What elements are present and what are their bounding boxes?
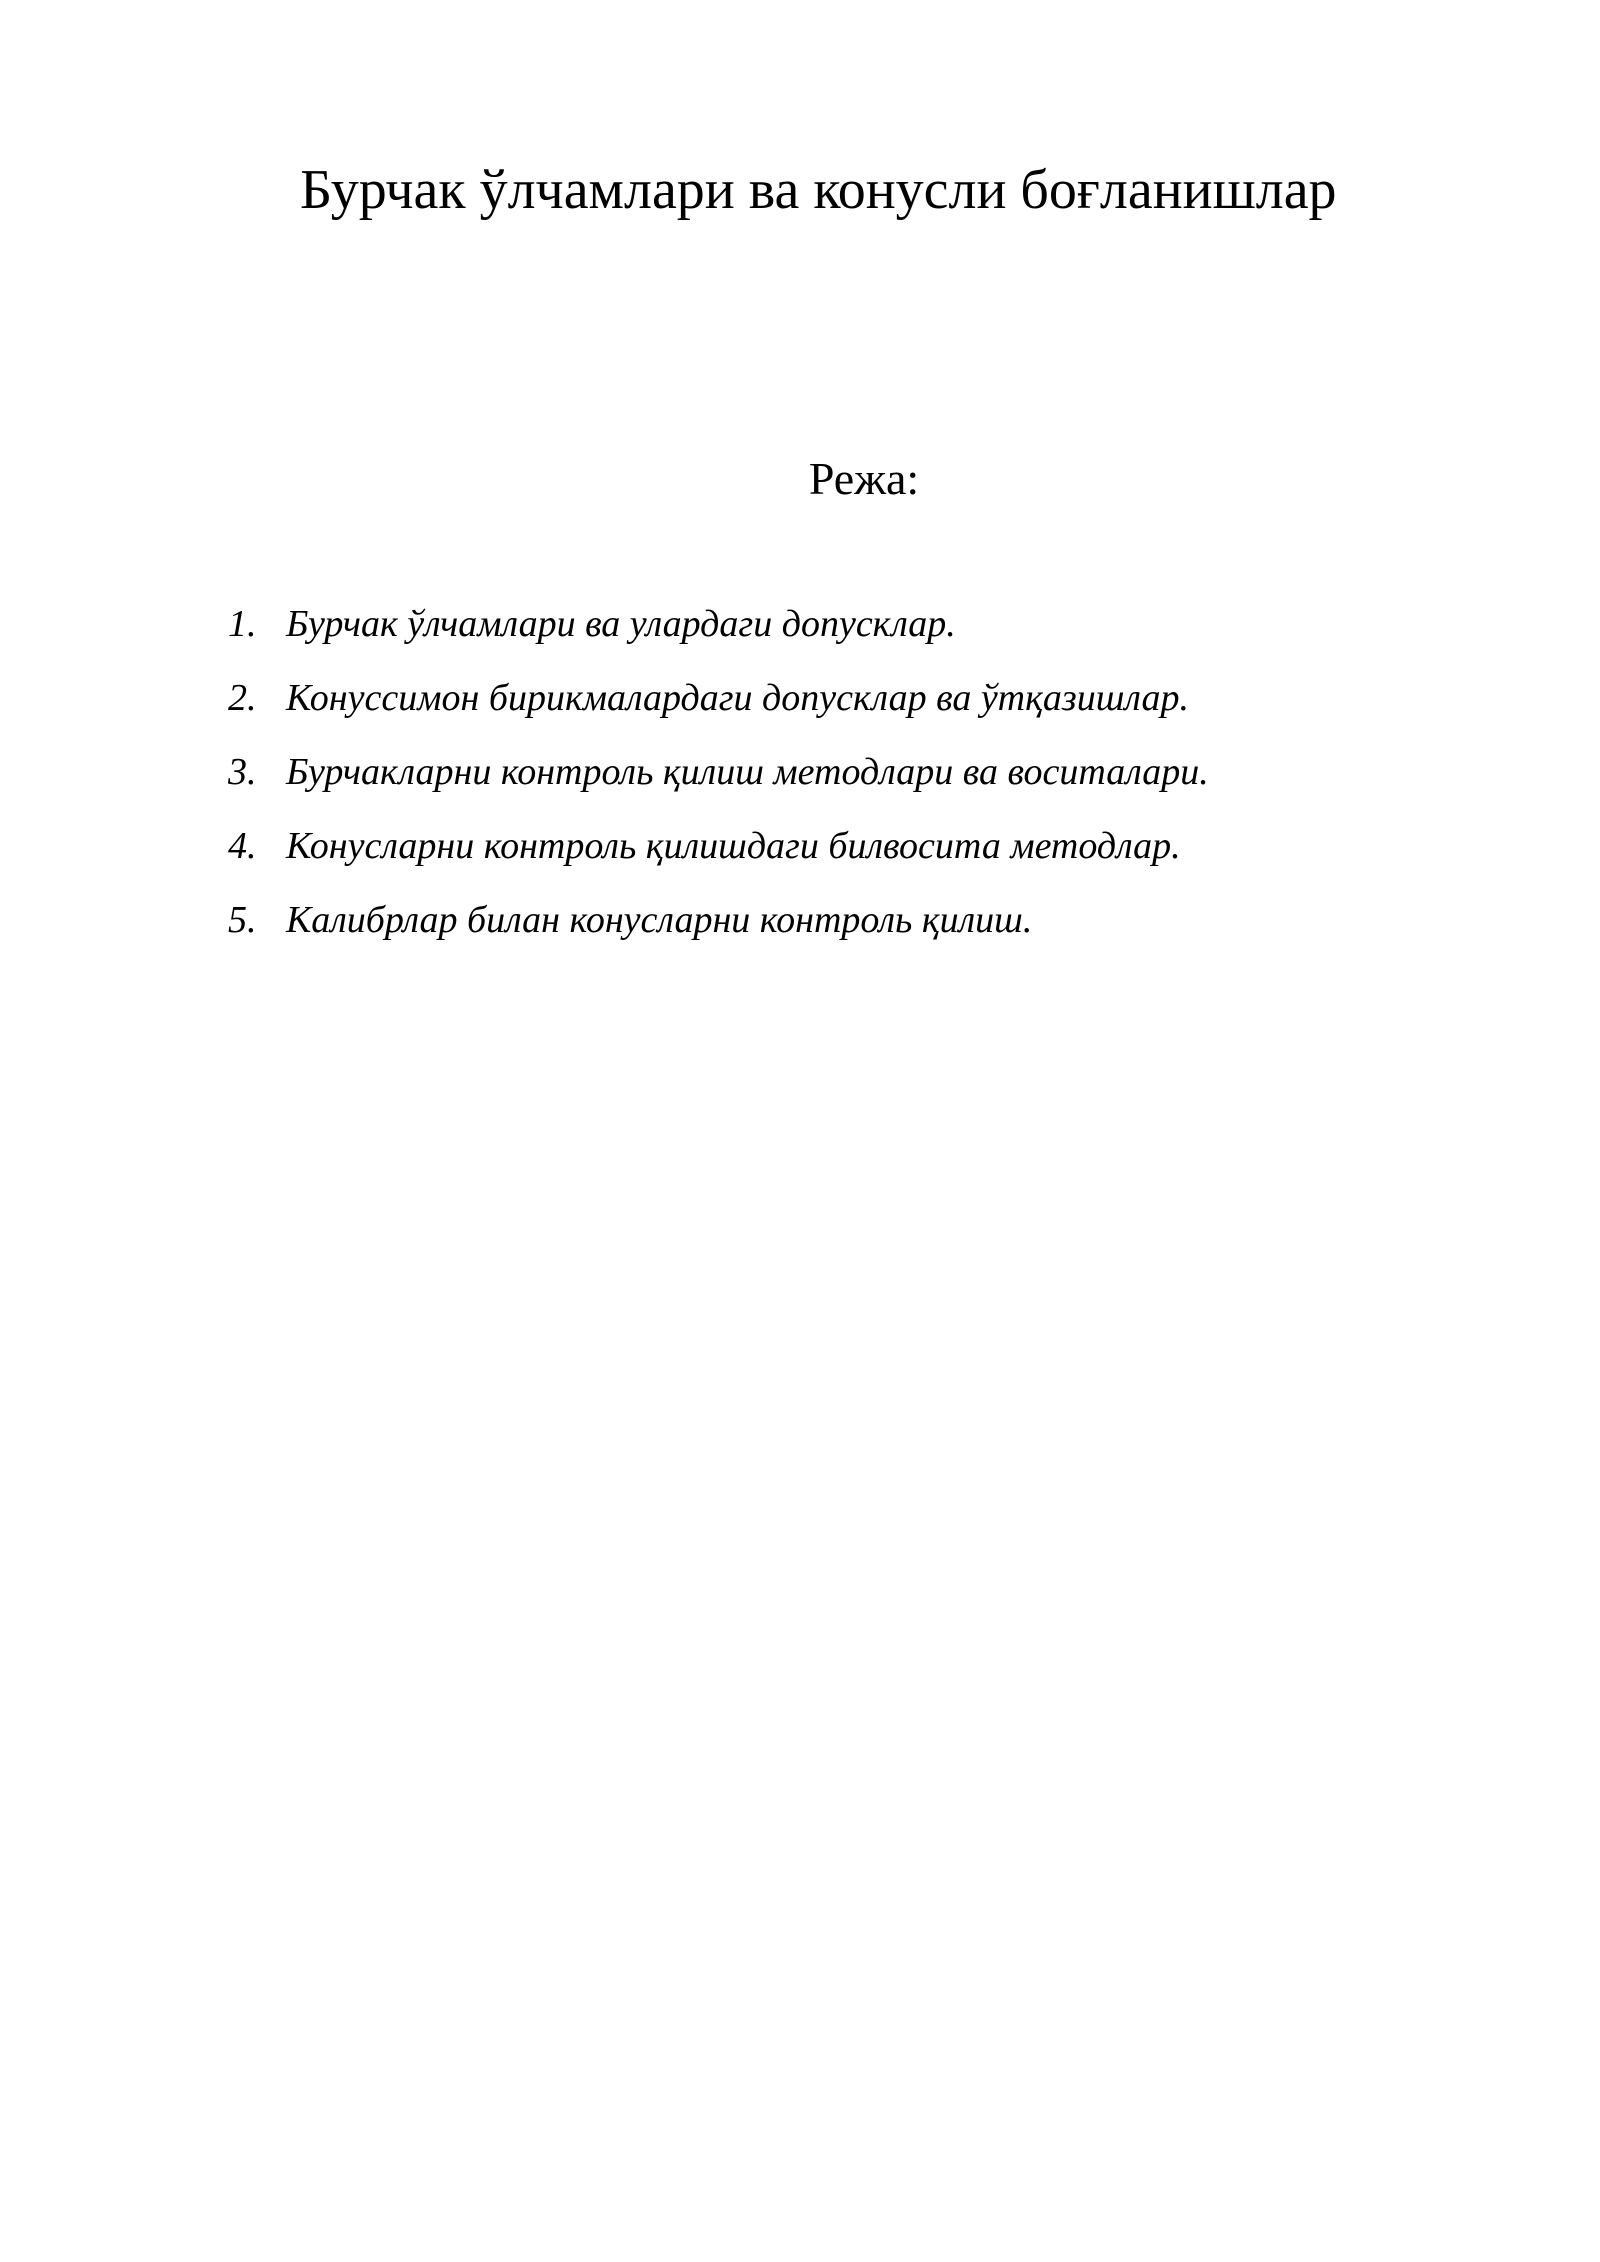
plan-item-number: 3. xyxy=(228,751,257,793)
plan-item-number: 2. xyxy=(228,677,257,719)
plan-item xyxy=(228,587,1428,661)
plan-item-number: 5. xyxy=(228,899,257,941)
plan-item xyxy=(228,809,1428,883)
plan-list xyxy=(228,587,1428,957)
plan-item xyxy=(228,883,1428,957)
plan-item-text: Конуссимон бирикмалардаги допусклар ва ўтқазишлар. xyxy=(286,677,1189,719)
plan-heading: Режа: xyxy=(808,453,920,504)
plan-item-text: Бурчак ўлчамлари ва улардаги допусклар. xyxy=(286,603,956,645)
document-title: Бурчак ўлчамлари ва конусли боғланишлар xyxy=(300,159,1337,221)
plan-item xyxy=(228,661,1428,735)
plan-item-number: 4. xyxy=(228,825,257,867)
plan-item-text: Калибрлар билан конусларни контроль қилиш. xyxy=(286,899,1033,941)
plan-item xyxy=(228,735,1428,809)
plan-item-number: 1. xyxy=(228,603,257,645)
plan-item-text: Конусларни контроль қилишдаги билвосита методлар. xyxy=(286,825,1181,867)
plan-item-text: Бурчакларни контроль қилиш методлари ва воситалари. xyxy=(286,751,1209,793)
